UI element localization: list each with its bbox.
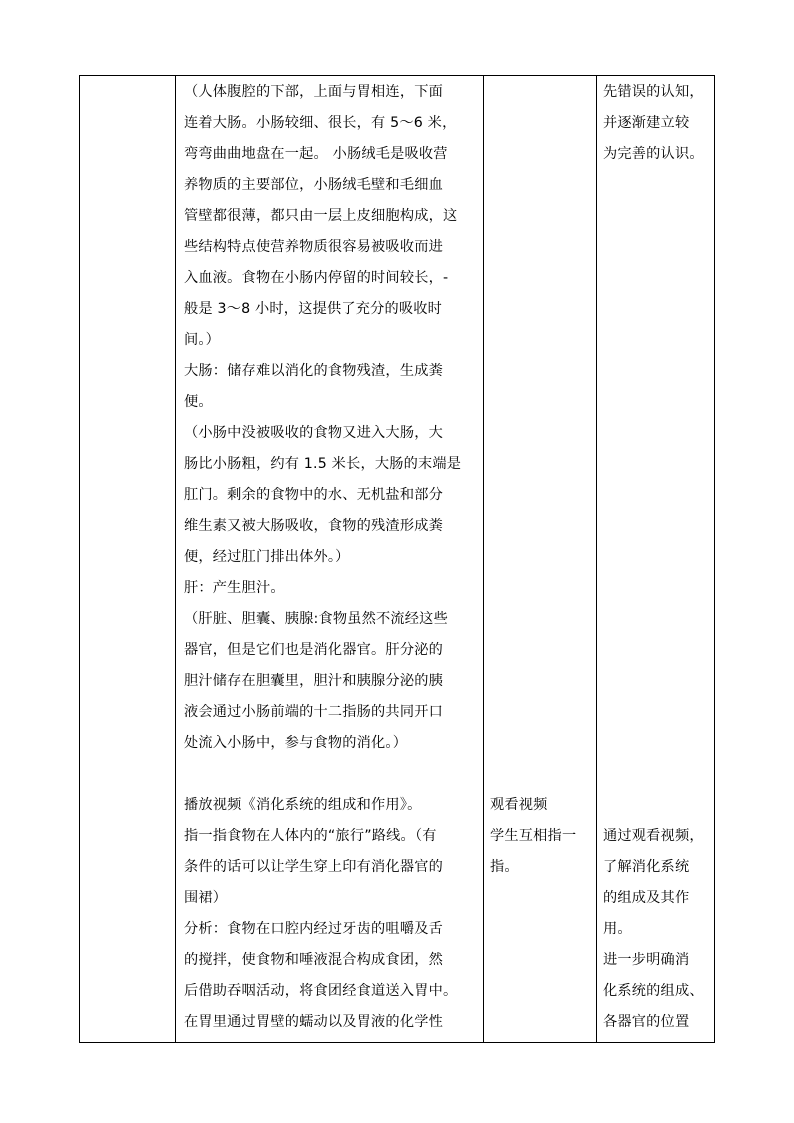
intent-line: 化系统的组成、 [603, 983, 704, 999]
content-line: 液会通过小肠前端的十二指肠的共同开口 [184, 704, 443, 720]
content-line: 条件的话可以让学生穿上印有消化器官的 [184, 859, 443, 875]
content-line: 后借助吞咽活动，将食团经食道送入胃中。 [184, 983, 458, 999]
intent-line: 先错误的认知， [603, 84, 704, 100]
content-line: 弯弯曲曲地盘在一起。 小肠绒毛是吸收营 [184, 146, 448, 162]
intent-line: 进一步明确消 [603, 952, 690, 968]
content-line: 入血液。食物在小肠内停留的时间较长，- [184, 270, 449, 286]
content-line: （小肠中没被吸收的食物又进入大肠，大 [184, 425, 443, 441]
student-line: 学生互相指一 [490, 828, 577, 844]
content-line: 养物质的主要部位，小肠绒毛壁和毛细血 [184, 177, 443, 193]
column-divider-2 [483, 76, 484, 1042]
intent-line: 用。 [603, 921, 632, 937]
lesson-table [79, 75, 715, 1043]
content-line: （肝脏、胆囊、胰腺:食物虽然不流经这些 [184, 611, 448, 627]
design-intent-cell-lower [603, 76, 715, 1038]
intent-line: 了解消化系统 [603, 859, 690, 875]
teaching-content-cell [184, 76, 480, 1038]
intent-line: 并逐渐建立较 [603, 115, 690, 131]
content-line: 便。 [184, 394, 213, 410]
content-line: 围裙） [184, 890, 228, 906]
intent-line: 的组成及其作 [603, 890, 690, 906]
intent-line: 各器官的位置 [603, 1014, 690, 1030]
content-line: 维生素又被大肠吸收，食物的残渣形成粪 [184, 518, 443, 534]
content-line: 在胃里通过胃壁的蠕动以及胃液的化学性 [184, 1014, 443, 1030]
content-line: 连着大肠。小肠较细、很长，有 5～6 米， [184, 115, 457, 131]
intent-line: 为完善的认识。 [603, 146, 704, 162]
content-line: 肝：产生胆汁。 [184, 580, 285, 596]
content-line: （人体腹腔的下部，上面与胃相连，下面 [184, 84, 443, 100]
content-line: 大肠：储存难以消化的食物残渣，生成粪 [184, 363, 443, 379]
content-line: 管壁都很薄，都只由一层上皮细胞构成，这 [184, 208, 458, 224]
intent-line: 通过观看视频， [603, 828, 704, 844]
student-activity-cell [490, 76, 594, 883]
content-line: 胆汁储存在胆囊里，胆汁和胰腺分泌的胰 [184, 673, 443, 689]
student-line: 观看视频 [490, 797, 548, 813]
content-line: 间。） [184, 332, 221, 348]
content-line: 指一指食物在人体内的“旅行”路线。（有 [184, 828, 437, 844]
content-line: 处流入小肠中，参与食物的消化。） [184, 735, 408, 751]
blank-line [184, 759, 480, 790]
content-line: 便，经过肛门排出体外。） [184, 549, 350, 565]
column-divider-1 [175, 76, 176, 1042]
content-line: 肛门。剩余的食物中的水、无机盐和部分 [184, 487, 443, 503]
content-line: 般是 3～8 小时，这提供了充分的吸收时 [184, 301, 443, 317]
content-line: 的搅拌，使食物和唾液混合构成食团，然 [184, 952, 443, 968]
student-line: 指。 [490, 859, 519, 875]
content-line: 肠比小肠粗，约有 1.5 米长，大肠的末端是 [184, 456, 462, 472]
content-line: 分析：食物在口腔内经过牙齿的咀嚼及舌 [184, 921, 443, 937]
content-line: 播放视频《消化系统的组成和作用》。 [184, 797, 422, 813]
column-divider-3 [596, 76, 597, 1042]
content-line: 些结构特点使营养物质很容易被吸收而进 [184, 239, 443, 255]
content-line: 器官，但是它们也是消化器官。肝分泌的 [184, 642, 443, 658]
